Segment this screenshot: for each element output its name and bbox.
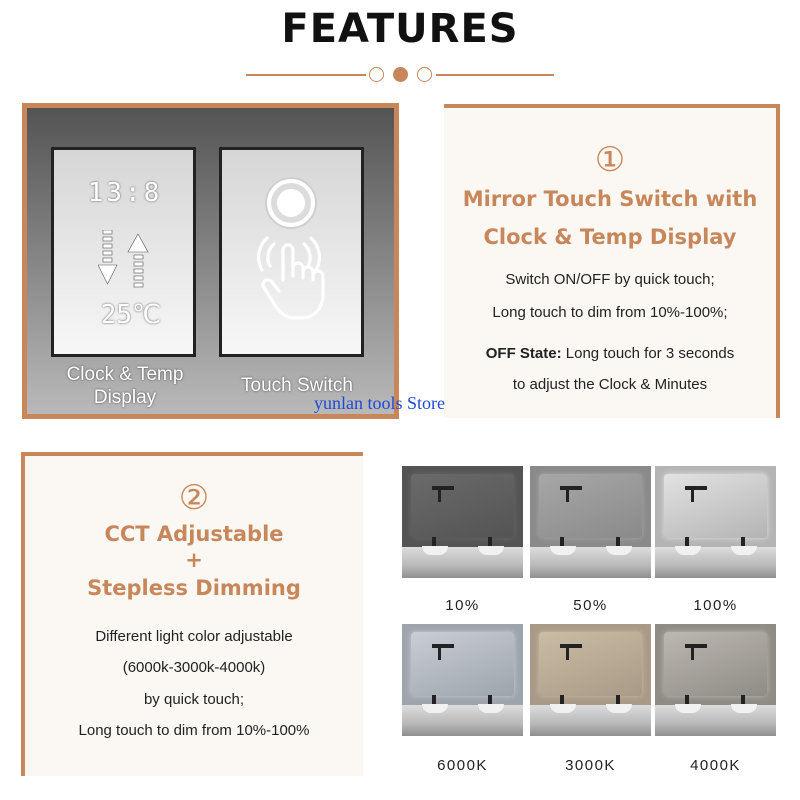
pager-dot-1 <box>369 67 384 82</box>
feature1-title-line1: Mirror Touch Switch with <box>462 187 758 211</box>
photo-counter <box>655 705 776 736</box>
wall-lamp-stem <box>438 488 441 502</box>
feature2-line3: by quick touch; <box>143 691 245 708</box>
wall-lamp-stem <box>438 646 441 660</box>
pager-dot-3 <box>417 67 432 82</box>
clock-temp-mirror <box>51 147 196 357</box>
wall-lamp-icon <box>685 644 707 648</box>
brightness-photo-0 <box>402 466 523 578</box>
brightness-label-2: 100% <box>693 597 738 614</box>
color-temp-label-2: 4000K <box>690 757 741 774</box>
feature1-line2: Long touch to dim from 10%-100%; <box>492 304 728 321</box>
page-title: FEATURES <box>281 6 519 52</box>
pager-dot-2 <box>393 67 408 82</box>
wall-lamp-stem <box>566 646 569 660</box>
touch-switch-panel <box>22 103 399 419</box>
brightness-photo-1 <box>530 466 651 578</box>
title-rule-left <box>246 74 366 76</box>
feature2-plus: + <box>185 548 203 572</box>
feature-number-2: ② <box>178 478 210 518</box>
photo-mirror <box>411 474 514 538</box>
photo-mirror <box>539 632 642 696</box>
feature1-line3: Long touch for 3 seconds <box>561 345 735 362</box>
color-temp-photo-0 <box>402 624 523 736</box>
color-temp-photo-2 <box>655 624 776 736</box>
caption-clock-temp: Clock & Temp Display <box>66 364 184 408</box>
photo-mirror <box>664 632 767 696</box>
feature2-line4: Long touch to dim from 10%-100% <box>78 722 310 739</box>
feature-cct-card <box>21 452 363 776</box>
brightness-photo-2 <box>655 466 776 578</box>
feature2-line2: (6000k-3000k-4000k) <box>122 659 266 676</box>
brightness-label-0: 10% <box>445 597 480 614</box>
feature2-title-line1: CCT Adjustable <box>104 522 284 546</box>
color-temp-label-1: 3000K <box>565 757 616 774</box>
photo-counter <box>402 547 523 578</box>
temperature-display: 25℃ <box>100 300 162 330</box>
wall-lamp-icon <box>560 644 582 648</box>
wall-lamp-icon <box>432 486 454 490</box>
feature1-off-state <box>444 345 776 362</box>
wall-lamp-stem <box>566 488 569 502</box>
feature2-title-line2: Stepless Dimming <box>87 576 301 600</box>
photo-counter <box>530 547 651 578</box>
power-icon[interactable] <box>263 175 319 231</box>
feature1-title-line2: Clock & Temp Display <box>483 225 737 249</box>
photo-counter <box>402 705 523 736</box>
feature2-line1: Different light color adjustable <box>95 628 293 645</box>
caption-touch-switch: Touch Switch <box>241 375 353 396</box>
photo-mirror <box>539 474 642 538</box>
feature-touch-switch-card <box>444 104 780 418</box>
temperature-arrows-icon <box>98 230 158 288</box>
clock-display: 13:8 <box>87 178 163 208</box>
feature1-line1: Switch ON/OFF by quick touch; <box>505 271 715 288</box>
off-state-label: OFF State: <box>485 345 562 362</box>
touch-hand-icon <box>252 232 332 322</box>
color-temp-label-0: 6000K <box>437 757 488 774</box>
photo-mirror <box>411 632 514 696</box>
photo-counter <box>655 547 776 578</box>
photo-counter <box>530 705 651 736</box>
wall-lamp-icon <box>685 486 707 490</box>
feature-number-1: ① <box>594 140 626 180</box>
touch-switch-mirror <box>219 147 364 357</box>
wall-lamp-stem <box>691 646 694 660</box>
feature1-line4: to adjust the Clock & Minutes <box>512 376 708 393</box>
title-rule-right <box>436 74 554 76</box>
color-temp-photo-1 <box>530 624 651 736</box>
wall-lamp-stem <box>691 488 694 502</box>
brightness-label-1: 50% <box>573 597 608 614</box>
wall-lamp-icon <box>560 486 582 490</box>
wall-lamp-icon <box>432 644 454 648</box>
store-watermark: yunlan tools Store <box>314 393 445 413</box>
photo-mirror <box>664 474 767 538</box>
